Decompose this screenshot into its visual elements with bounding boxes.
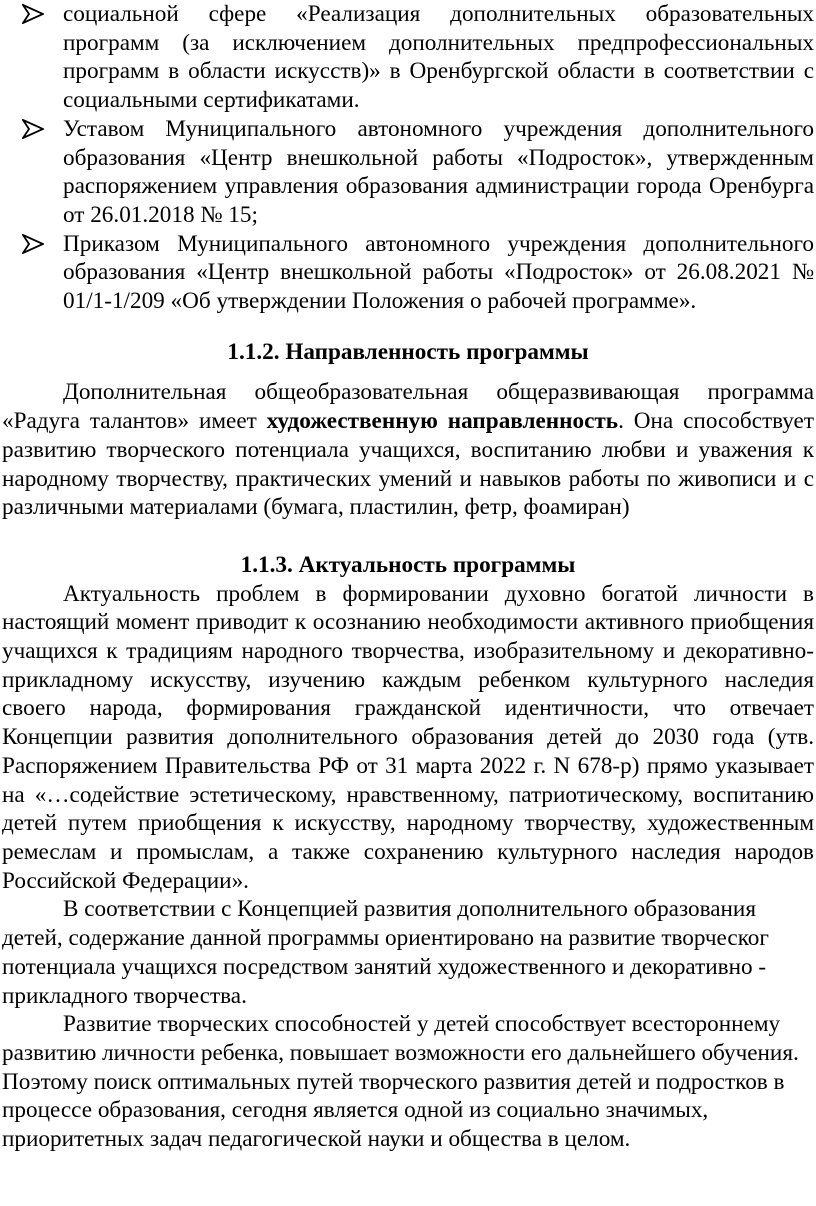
- orientation-emphasis: художественную направленность: [266, 408, 619, 435]
- relevance-paragraph: Актуальность проблем в формировании духовно богатой личности в настоящий момент приводит к осознанию необходимости активного приобщения учащихся к традициям народного творчества, изобразительному и декоративно-прикладному искусству, изучению каждым ребенком культурного наследия своего народа, формирования гражданской идентичности, что отвечает Концепции развития дополнительного образования детей до 2030 года (утв. Распоряжением Правительства РФ от 31 марта 2022 г. N 678-р) прямо указывает на «…содействие эстетическому, нравственному, патриотическому, воспитанию детей путем приобщения к искусству, народному творчеству, художественным ремеслам и промыслам, а также сохранению культурного наследия народов Российской Федерации».: [2, 580, 814, 894]
- orientation-text-end: . Она способствует развитию творческого потенциала учащихся, воспитанию любви и уважения к народному творчеству, практических умений и навыков работы по живописи и с различными материалами (бумага, пластилин, фетр, фоамиран): [2, 408, 814, 521]
- section-heading-relevance: 1.1.3. Актуальность программы: [240, 551, 576, 578]
- document-page: [2, 0, 814, 1154]
- orientation-paragraph: [2, 378, 814, 522]
- arrowhead-bullet-icon: [22, 119, 44, 139]
- bullet-item: [2, 115, 814, 230]
- concept-paragraph: В соответствии с Концепцией развития дополнительного образования детей, содержание данной программы ориентировано на развитие творческог потенциала учащихся посредством занятий художественного и декоративно - прикладного творчества.: [2, 896, 769, 1009]
- orientation-text-start: Дополнительная общеобразовательная общеразвивающая программа «Радуга талантов» имеет: [2, 379, 814, 435]
- bullet-text: Уставом Муниципального автономного учреждения дополнительного образования «Центр внешкольной работы «Подросток», утвержденным распоряжением управления образования администрации города Оренбурга от 26.01.2018 № 15;: [63, 115, 814, 228]
- development-paragraph: Развитие творческих способностей у детей способствует всестороннему развитию личности ребенка, повышает возможности его дальнейшего обучения. Поэтому поиск оптимальных путей творческого развития детей и подростков в процессе образования, сегодня является одной из социально значимых, приоритетных задач педагогической науки и общества в целом.: [2, 1011, 799, 1153]
- arrowhead-bullet-icon: [22, 4, 44, 24]
- bullet-text: Приказом Муниципального автономного учреждения дополнительного образования «Центр внешкольной работы «Подросток» от 26.08.2021 № 01/1-1/209 «Об утверждении Положения о рабочей программе».: [63, 230, 814, 315]
- arrowhead-bullet-icon: [22, 234, 44, 254]
- bullet-item: [2, 230, 814, 316]
- bullet-text: социальной сфере «Реализация дополнительных образовательных программ (за исключением дополнительных предпрофессиональных программ в области искусств)» в Оренбургской области в соответствии с социальными сертификатами.: [63, 1, 814, 114]
- section-heading-orientation: 1.1.2. Направленность программы: [227, 338, 589, 365]
- bullet-list: [2, 0, 814, 316]
- bullet-item: [2, 0, 814, 115]
